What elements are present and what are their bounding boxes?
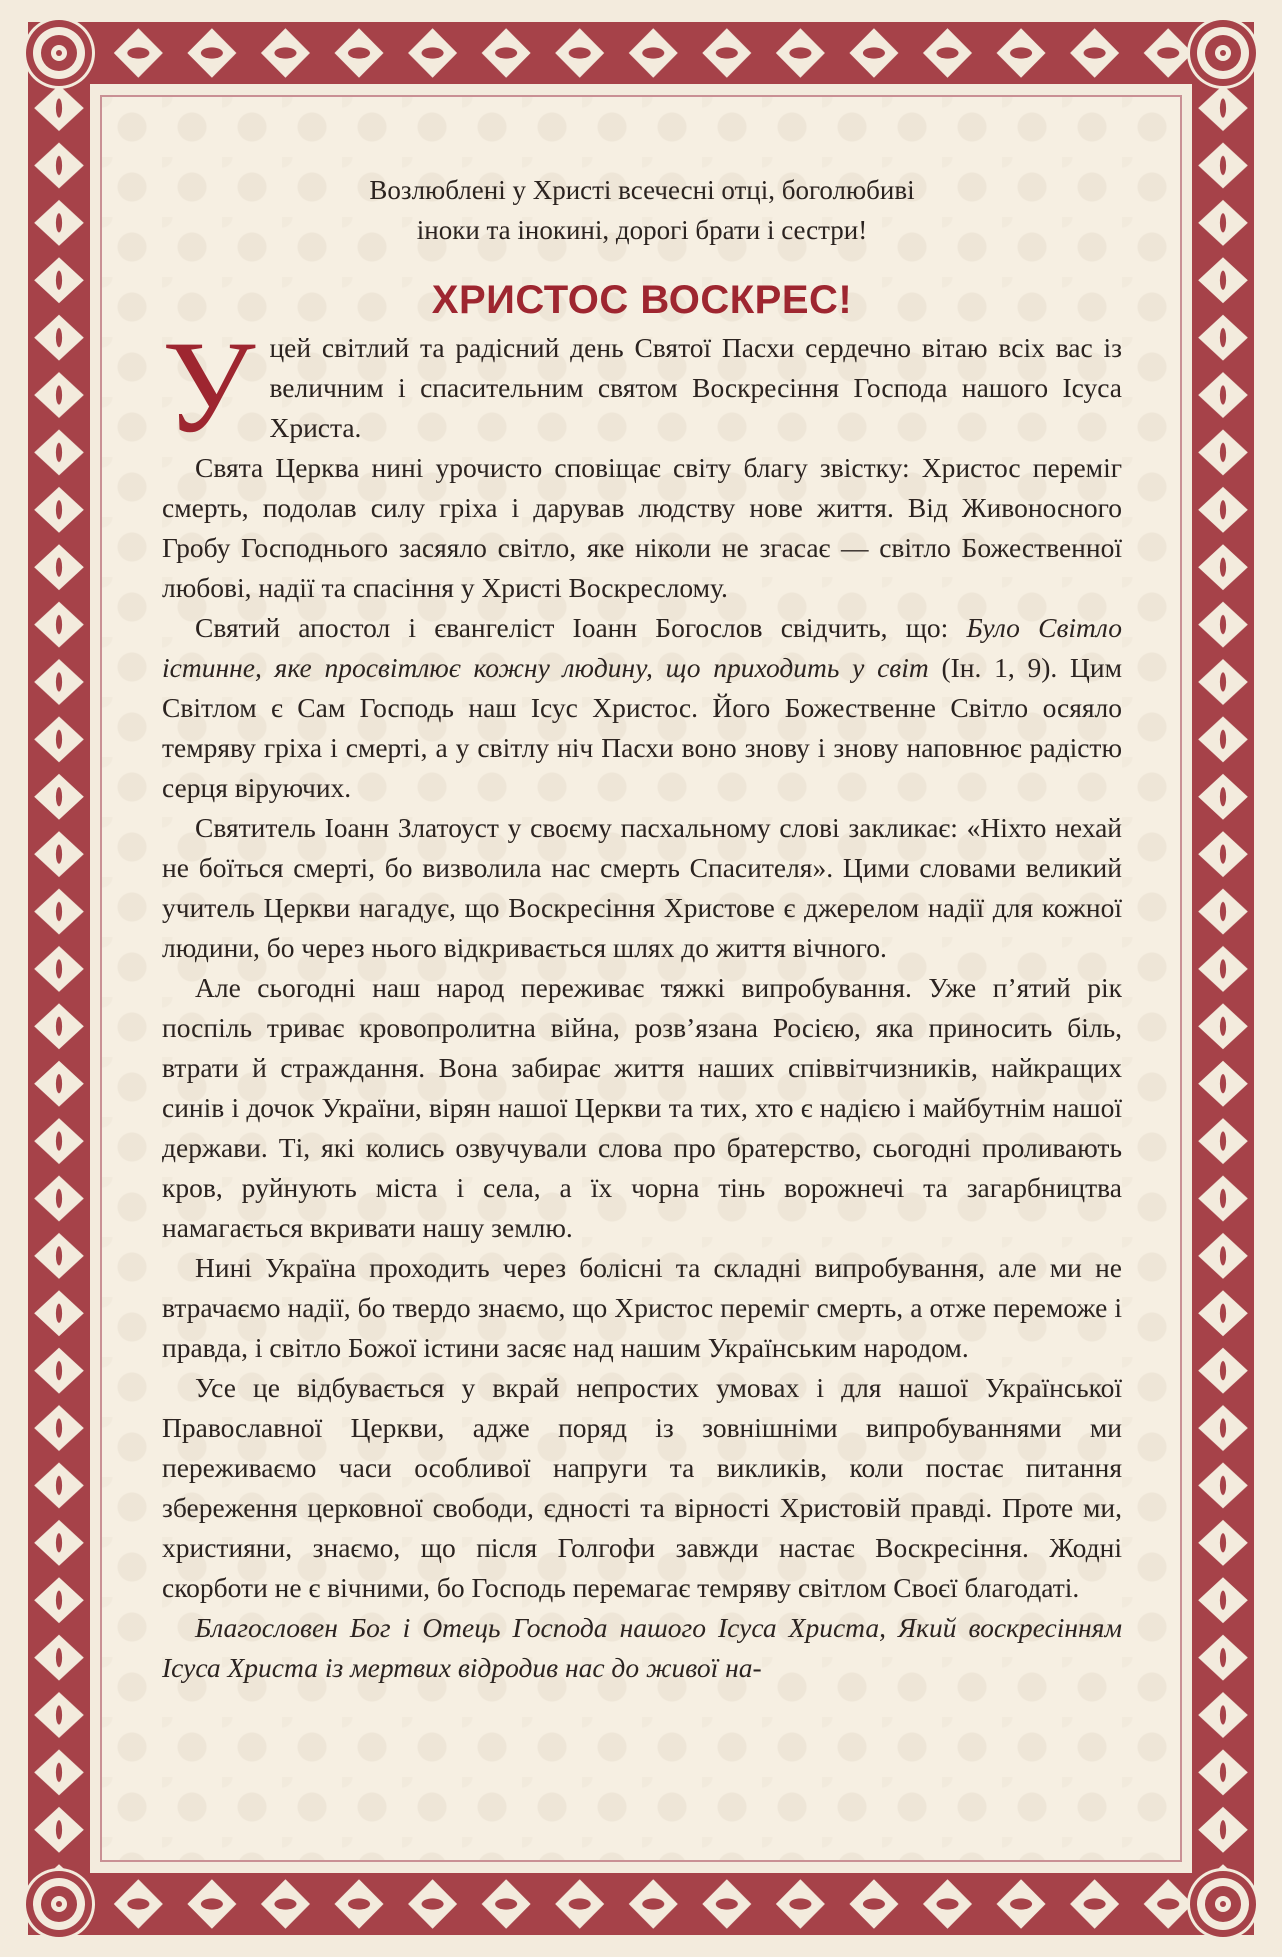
page-title: ХРИСТОС ВОСКРЕС!	[431, 278, 853, 322]
ornament-border-left	[28, 22, 90, 1935]
paragraph-1	[162, 313, 1122, 460]
paragraph-5: Але сьогодні наш народ переживає тяжкі випробування. Уже п’ятий рік поспіль триває кровопролитна війна, розв’язана Росією, яка приносить біль, втрати й страждання. Вона забирає життя наших співвітчизників, найкращих синів і дочок України, вірян нашої Церкви та тих, хто є надією і майбутнім нашої держави. Ті, які колись озвучували слова про братерство, сьогодні проливають кров, руйнують міста і села, а їх чорна тінь ворожнечі та загарбництва намагається вкривати нашу землю.	[162, 972, 1122, 1243]
ornament-border-bottom	[28, 1873, 1254, 1935]
rosette-icon	[1187, 17, 1259, 89]
ornament-border-top	[28, 22, 1254, 84]
greeting-line-2: іноки та інокині, дорогі брати і сестри!	[416, 215, 868, 245]
drop-cap: У	[162, 313, 256, 460]
paragraph-1-text: цей світлий та радісний день Святої Пасхи сердечно вітаю всіх вас із величним і спасительним святом Воскресіння Господа нашого Ісуса Христа.	[269, 332, 1122, 443]
paragraph-3	[162, 608, 1122, 808]
greeting-line-1: Возлюблені у Христі всечесні отці, боголюбиві	[369, 175, 915, 205]
paragraph-6: Нині Україна проходить через болісні та складні випробування, але ми не втрачаємо надії, бо твердо знаємо, що Христос переміг смерть, а отже переможе і правда, і світло Божої істини засяє над нашим Українським народом.	[162, 1252, 1122, 1363]
paragraph-8-scripture: Благословен Бог і Отець Господа нашого Ісуса Христа, Який воскресінням Ісуса Христа із мертвих відродив нас до живої на-	[162, 1612, 1122, 1683]
paragraph-2: Свята Церква нині урочисто сповіщає світу благу звістку: Христос переміг смерть, подолав силу гріха і дарував людству нове життя. Від Живоносного Гробу Господнього засяяло світло, яке ніколи не згасає — світло Божественної любові, надії та спасіння у Христі Воскреслому.	[162, 452, 1122, 603]
paragraph-4: Святитель Іоанн Златоуст у своєму пасхальному слові закликає: «Ніхто нехай не боїться смерті, бо визволила нас смерть Спасителя». Цими словами великий учитель Церкви нагадує, що Воскресіння Христове є джерелом надії для кожної людини, бо через нього відкривається шлях до життя вічного.	[162, 812, 1122, 963]
paragraph-3-rest: (Ін. 1, 9). Цим Світлом є Сам Господь наш Ісус Христос. Його Божественне Світло осяяло темряву гріха і смерті, а у світлу ніч Пасхи воно знову і знову наповнює радістю серця віруючих.	[162, 652, 1122, 803]
greeting	[162, 170, 1122, 250]
rosette-icon	[1187, 1868, 1259, 1940]
rosette-icon	[23, 1868, 95, 1940]
paragraph-7: Усе це відбувається у вкрай непростих умовах і для нашої Української Православної Церкви, адже поряд із зовнішніми випробуваннями ми переживаємо часи особливої напруги та викликів, коли постає питання збереження церковної свободи, єдності та вірності Христовій правді. Проте ми, християни, знаємо, що після Голгофи завжди настає Воскресіння. Жодні скорботи не є вічними, бо Господь перемагає темряву світлом Своєї благодаті.	[162, 1372, 1122, 1603]
rosette-icon	[23, 17, 95, 89]
ornament-border-right	[1192, 22, 1254, 1935]
scripture-quote: Було Світло істинне, яке просвітлює кожну людину, що приходить у світ	[162, 612, 1122, 683]
paragraph-3-intro: Святий апостол і євангеліст Іоанн Богослов свідчить, що:	[195, 612, 967, 643]
epistle-text	[162, 170, 1122, 1688]
